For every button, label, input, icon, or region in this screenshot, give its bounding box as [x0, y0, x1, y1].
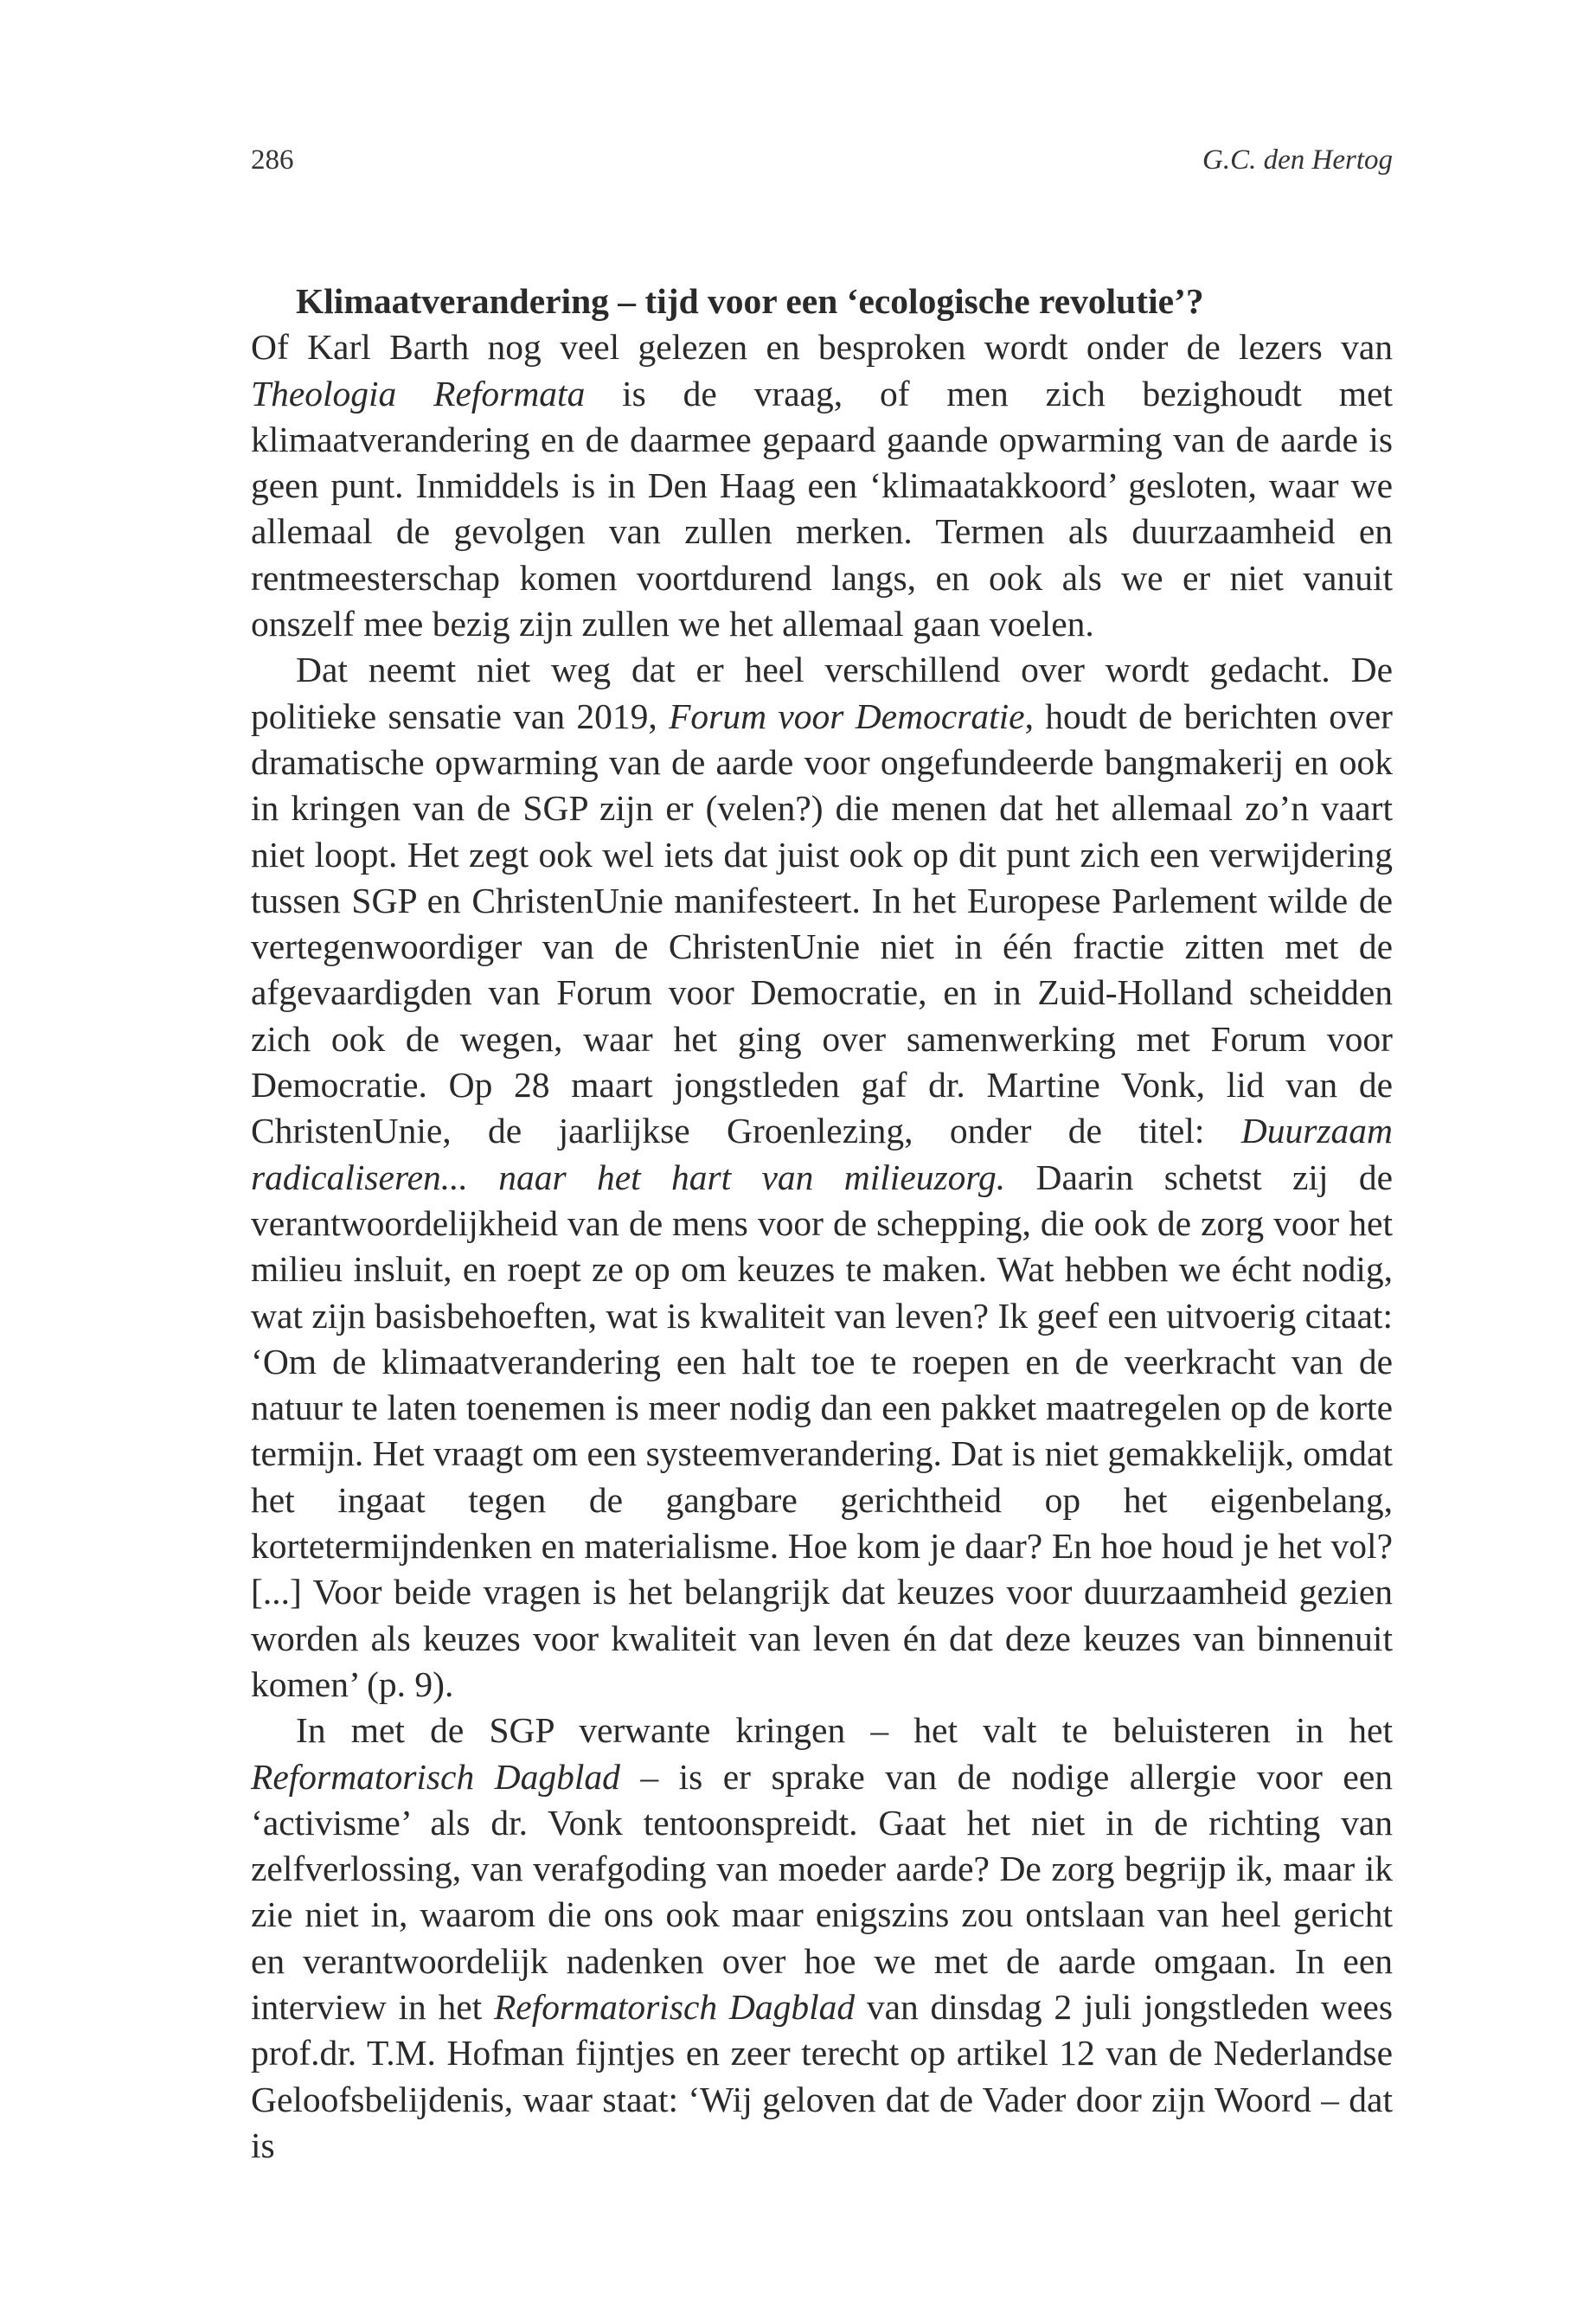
paragraph-1-text-2: is de vraag, of men zich bezighoudt met klimaatverandering en de daarmee gepaard gaande opwarming van de aarde is geen punt. Inmiddels is in Den Haag een ‘klimaatakkoord’ gesloten, waar we allemaal de gevolgen van zullen merken. Termen als duurzaamheid en rentmeesterschap komen voortdurend langs, en ook als we er niet vanuit onszelf mee bezig zijn zullen we het allemaal gaan voelen. — [251, 373, 1393, 644]
paragraph-1-italic-1: Theologia Reformata — [251, 373, 586, 413]
paragraph-2-text-1: Dat neemt niet weg dat er heel verschillend over wordt gedacht. De politieke sensatie van 2019, — [251, 650, 1393, 736]
paragraph-1 — [251, 324, 1393, 647]
paragraph-2-text-3: Daarin schetst zij de verantwoordelijkheid van de mens voor de schepping, die ook de zorg voor het milieu insluit, en roept ze op om keuzes te maken. Wat hebben we écht nodig, wat zijn basisbehoeften, wat is kwaliteit van leven? Ik geef een uitvoerig citaat: ‘Om de klimaatverandering een halt toe te roepen en de veerkracht van de natuur te laten toenemen is meer nodig dan een pakket maatregelen op de korte termijn. Het vraagt om een systeemverandering. Dat is niet gemakkelijk, omdat het ingaat tegen de gangbare gerichtheid op het eigenbelang, kortetermijndenken en materialisme. Hoe kom je daar? En hoe houd je het vol? [...] Voor beide vragen is het belangrijk dat keuzes voor duurzaamheid gezien worden als keuzes voor kwaliteit van leven én dat deze keuzes van binnenuit komen’ (p. 9). — [251, 1157, 1393, 1704]
paragraph-3 — [251, 1708, 1393, 2169]
paragraph-3-text-1: In met de SGP verwante kringen – het valt te beluisteren in het — [296, 1710, 1393, 1751]
section-heading: Klimaatverandering – tijd voor een ‘ecologische revolutie’? — [296, 281, 1204, 321]
paragraph-3-italic-1: Reformatorisch Dagblad — [251, 1756, 620, 1797]
paragraph-3-text-3: van dinsdag 2 juli jongstleden wees prof.dr. T.M. Hofman fijntjes en zeer terecht op artikel 12 van de Nederlandse Geloofsbelijdenis, waar staat: ‘Wij geloven dat de Vader door zijn Woord – dat is — [251, 1986, 1394, 2165]
running-head-author: G.C. den Hertog — [1202, 144, 1393, 176]
paragraph-2-italic-2: Duurzaam radicaliseren... naar het hart van milieuzorg. — [251, 1111, 1393, 1197]
paragraph-3-italic-2: Reformatorisch Dagblad — [493, 1986, 856, 2027]
paragraph-2 — [251, 647, 1393, 1708]
paragraph-1-text-1: Of Karl Barth nog veel gelezen en besproken wordt onder de lezers van — [251, 327, 1393, 368]
paragraph-2-italic-1: Forum voor Democratie — [669, 695, 1025, 736]
page-number: 286 — [251, 144, 294, 176]
running-head — [251, 138, 1393, 182]
article-body — [251, 279, 1393, 2169]
paragraph-3-text-2: – is er sprake van de nodige allergie voor een ‘activisme’ als dr. Vonk tentoonspreidt. Gaat het niet in de richting van zelfverlossing, van verafgoding van moeder aarde? De zorg begrijp ik, maar ik zie niet in, waarom die ons ook maar enigszins zou ontslaan van heel gericht en verantwoordelijk nadenken over hoe we met de aarde omgaan. In een interview in het — [251, 1756, 1393, 2027]
paragraph-2-text-2: , houdt de berichten over dramatische opwarming van de aarde voor ongefundeerde bangmakerij en ook in kringen van de SGP zijn er (velen?) die menen dat het allemaal zo’n vaart niet loopt. Het zegt ook wel iets dat juist ook op dit punt zich een verwijdering tussen SGP en ChristenUnie manifesteert. In het Europese Parlement wilde de vertegenwoordiger van de ChristenUnie niet in één fractie zitten met de afgevaardigden van Forum voor Democratie, en in Zuid-Holland scheidden zich ook de wegen, waar het ging over samenwerking met Forum voor Democratie. Op 28 maart jongstleden gaf dr. Martine Vonk, lid van de ChristenUnie, de jaarlijkse Groenlezing, onder de titel: — [251, 695, 1393, 1151]
